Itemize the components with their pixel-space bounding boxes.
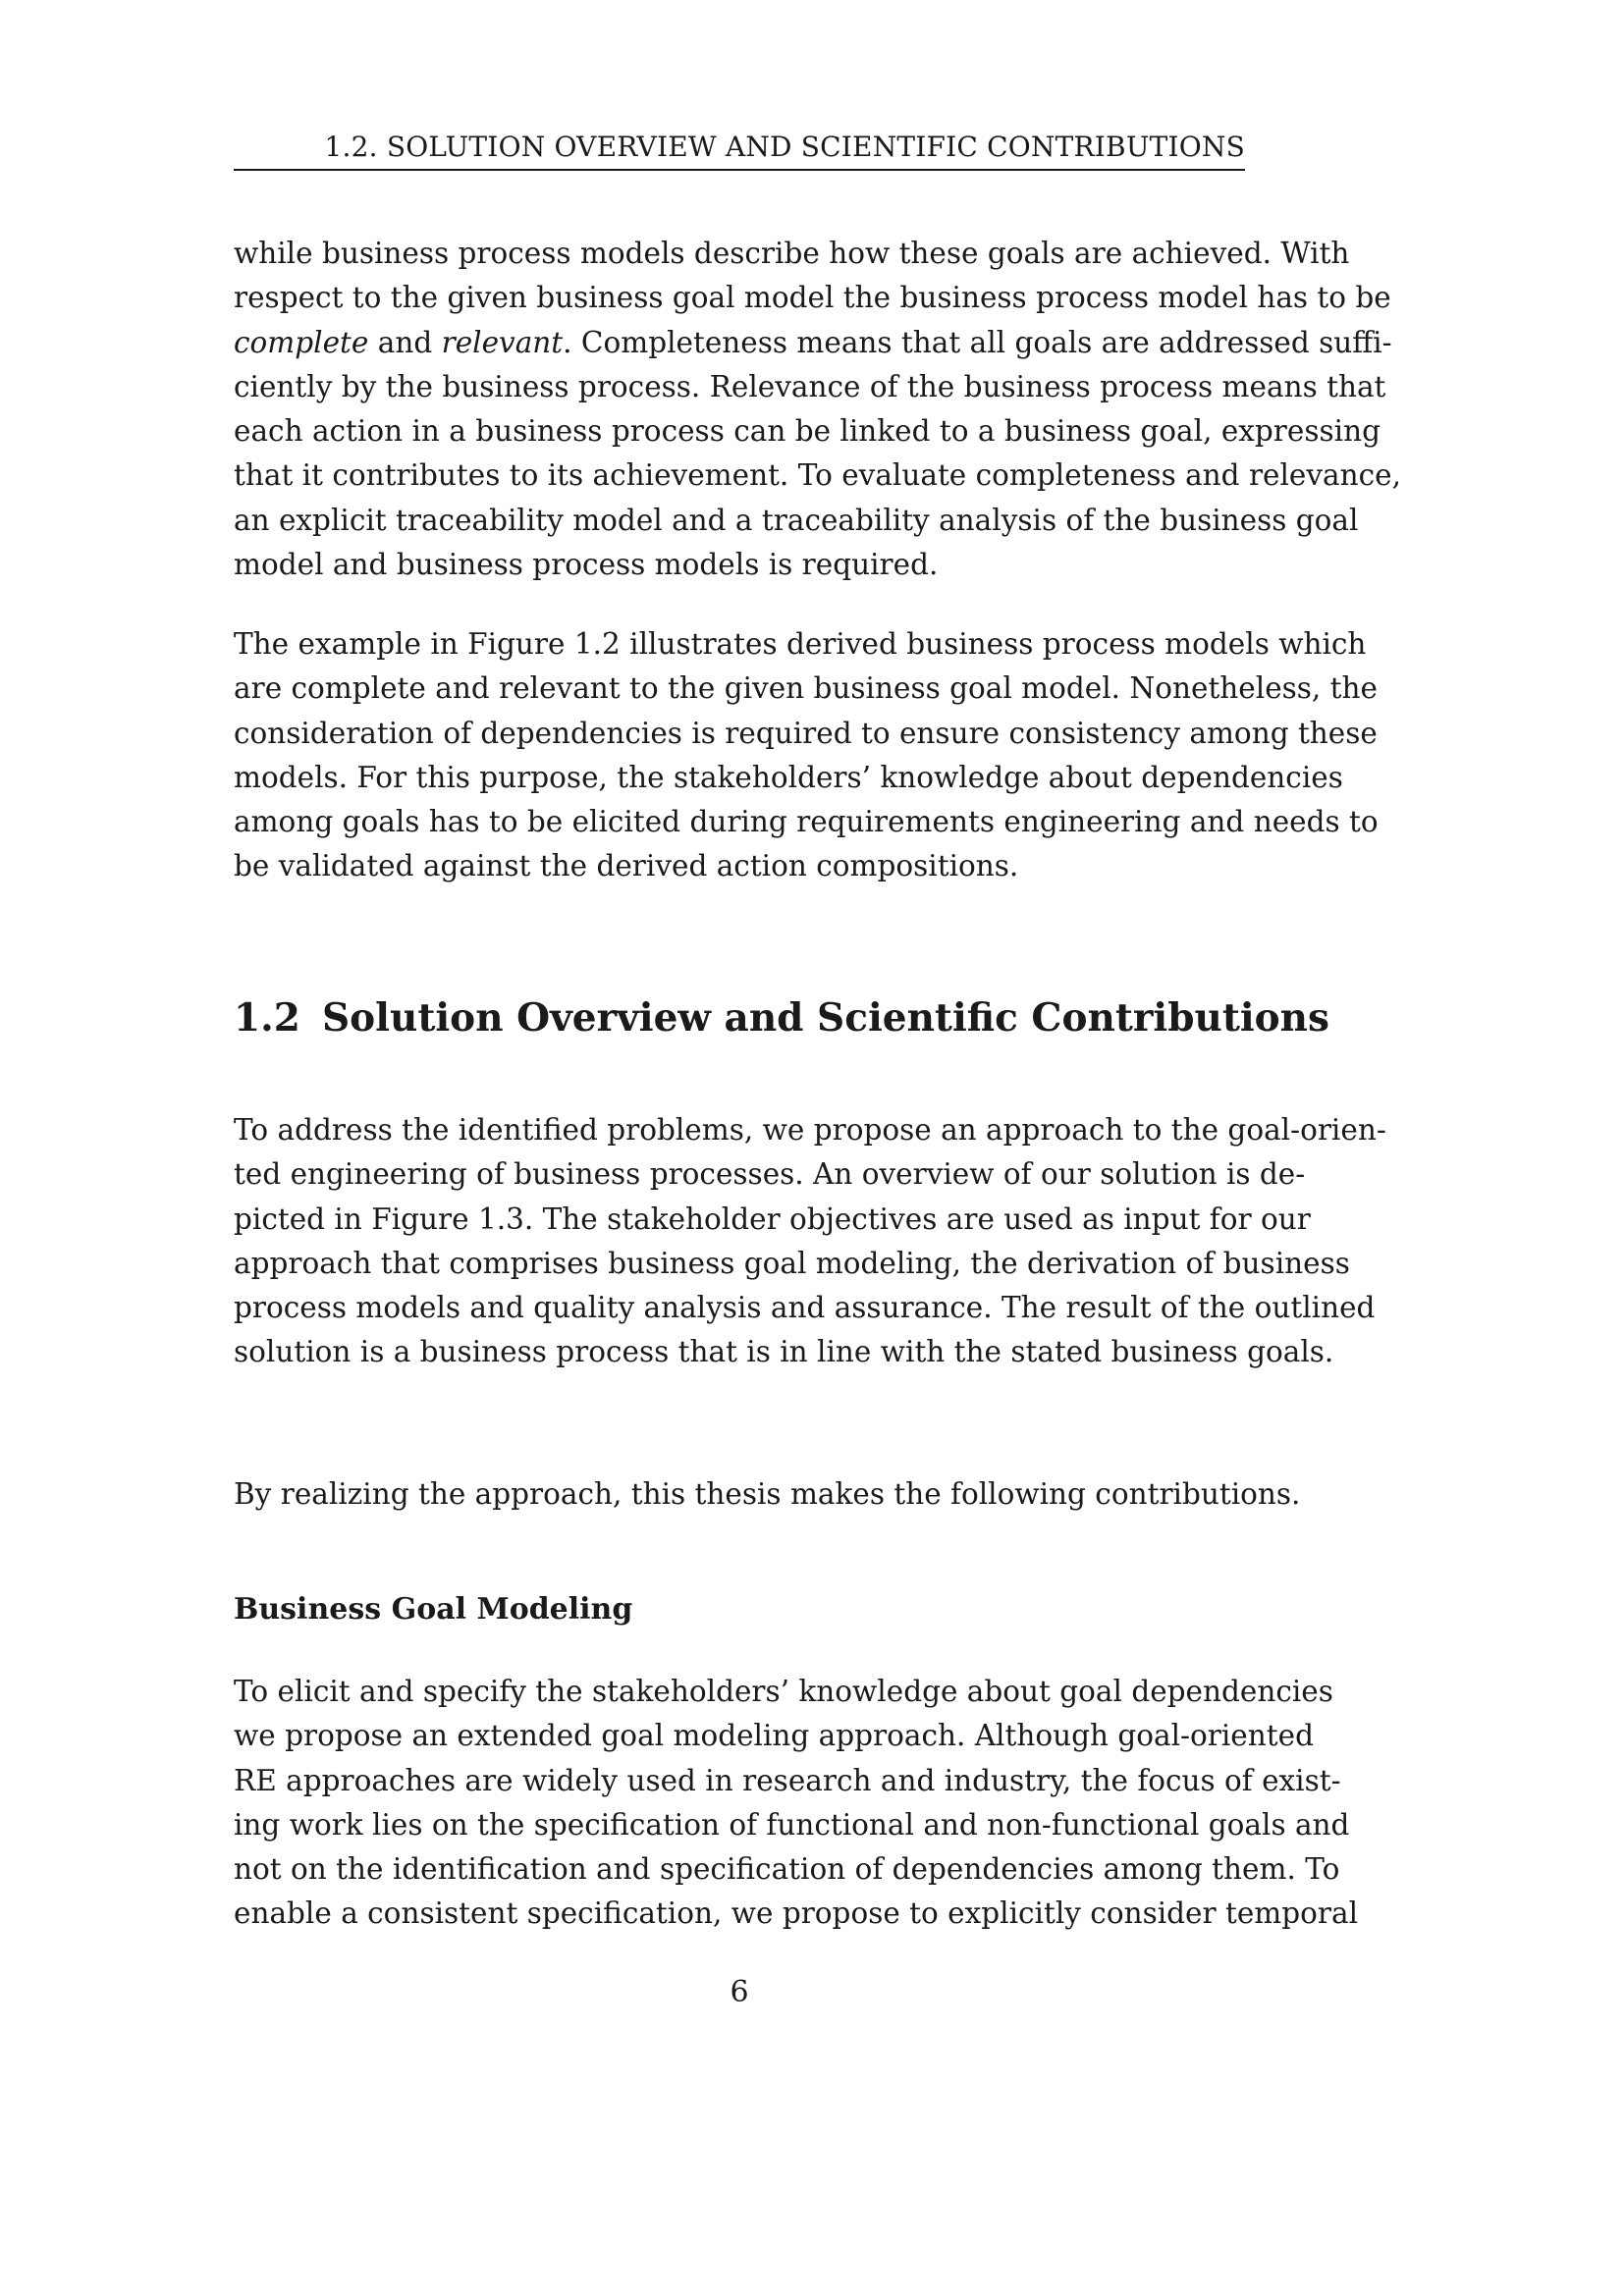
- text-line: process models and quality analysis and assurance. The result of the outlined: [234, 1291, 1376, 1325]
- text-line: an explicit traceability model and a traceability analysis of the business goal: [234, 503, 1359, 537]
- running-header: 1.2. SOLUTION OVERVIEW AND SCIENTIFIC CONTRIBUTIONS: [324, 131, 1245, 163]
- text-fragment: and: [368, 325, 442, 359]
- text-line: are complete and relevant to the given business goal model. Nonetheless, the: [234, 671, 1378, 706]
- section-title-text: Solution Overview and Scientific Contributions: [322, 995, 1329, 1041]
- section-number: 1.2: [234, 995, 300, 1041]
- text-line: enable a consistent specification, we propose to explicitly consider temporal: [234, 1896, 1359, 1931]
- text-fragment: . Completeness means that all goals are addressed suffi-: [563, 325, 1392, 359]
- italic-term: relevant: [441, 325, 564, 359]
- page-number: 6: [730, 1975, 749, 2009]
- text-line: models. For this purpose, the stakeholders’ knowledge about dependencies: [234, 760, 1343, 794]
- text-line-mixed: [234, 321, 1392, 365]
- text-line: model and business process models is required.: [234, 548, 939, 582]
- text-line: ciently by the business process. Relevance of the business process means that: [234, 369, 1386, 403]
- text-line: By realizing the approach, this thesis makes the following contributions.: [234, 1477, 1301, 1511]
- subsection-heading: Business Goal Modeling: [234, 1592, 633, 1627]
- text-line: approach that comprises business goal modeling, the derivation of business: [234, 1246, 1350, 1280]
- text-line: The example in Figure 1.2 illustrates derived business process models which: [234, 627, 1367, 661]
- text-line: consideration of dependencies is required to ensure consistency among these: [234, 716, 1378, 750]
- text-line: ing work lies on the specification of functional and non-functional goals and: [234, 1807, 1350, 1842]
- paragraph-intro-completeness: [234, 232, 1402, 587]
- text-line: To elicit and specify the stakeholders’ knowledge about goal dependencies: [234, 1675, 1333, 1708]
- text-line: RE approaches are widely used in research and industry, the focus of exist-: [234, 1763, 1341, 1797]
- text-line: each action in a business process can be linked to a business goal, expressing: [234, 414, 1380, 449]
- text-line: be validated against the derived action compositions.: [234, 849, 1019, 883]
- text-line: picted in Figure 1.3. The stakeholder objectives are used as input for our: [234, 1201, 1311, 1236]
- text-line: not on the identification and specification of dependencies among them. To: [234, 1852, 1340, 1887]
- text-line: among goals has to be elicited during requirements engineering and needs to: [234, 805, 1379, 839]
- paragraph-contributions-intro: [234, 1472, 1301, 1517]
- section-heading: [234, 993, 1329, 1042]
- italic-term: complete: [234, 325, 369, 359]
- text-line: To address the identified problems, we propose an approach to the goal-orien-: [234, 1113, 1386, 1147]
- paragraph-example-figure: [234, 622, 1379, 889]
- text-line: we propose an extended goal modeling approach. Although goal-oriented: [234, 1719, 1314, 1753]
- paragraph-approach-overview: [234, 1108, 1386, 1375]
- header-rule: [234, 169, 1245, 171]
- text-line: that it contributes to its achievement. To evaluate completeness and relevance,: [234, 458, 1402, 493]
- text-line: respect to the given business goal model the business process model has to be: [234, 281, 1391, 315]
- text-line: solution is a business process that is in line with the stated business goals.: [234, 1335, 1334, 1369]
- paragraph-goal-modeling: [234, 1670, 1359, 1937]
- text-line: while business process models describe how these goals are achieved. With: [234, 237, 1350, 270]
- text-line: ted engineering of business processes. An overview of our solution is de-: [234, 1157, 1306, 1192]
